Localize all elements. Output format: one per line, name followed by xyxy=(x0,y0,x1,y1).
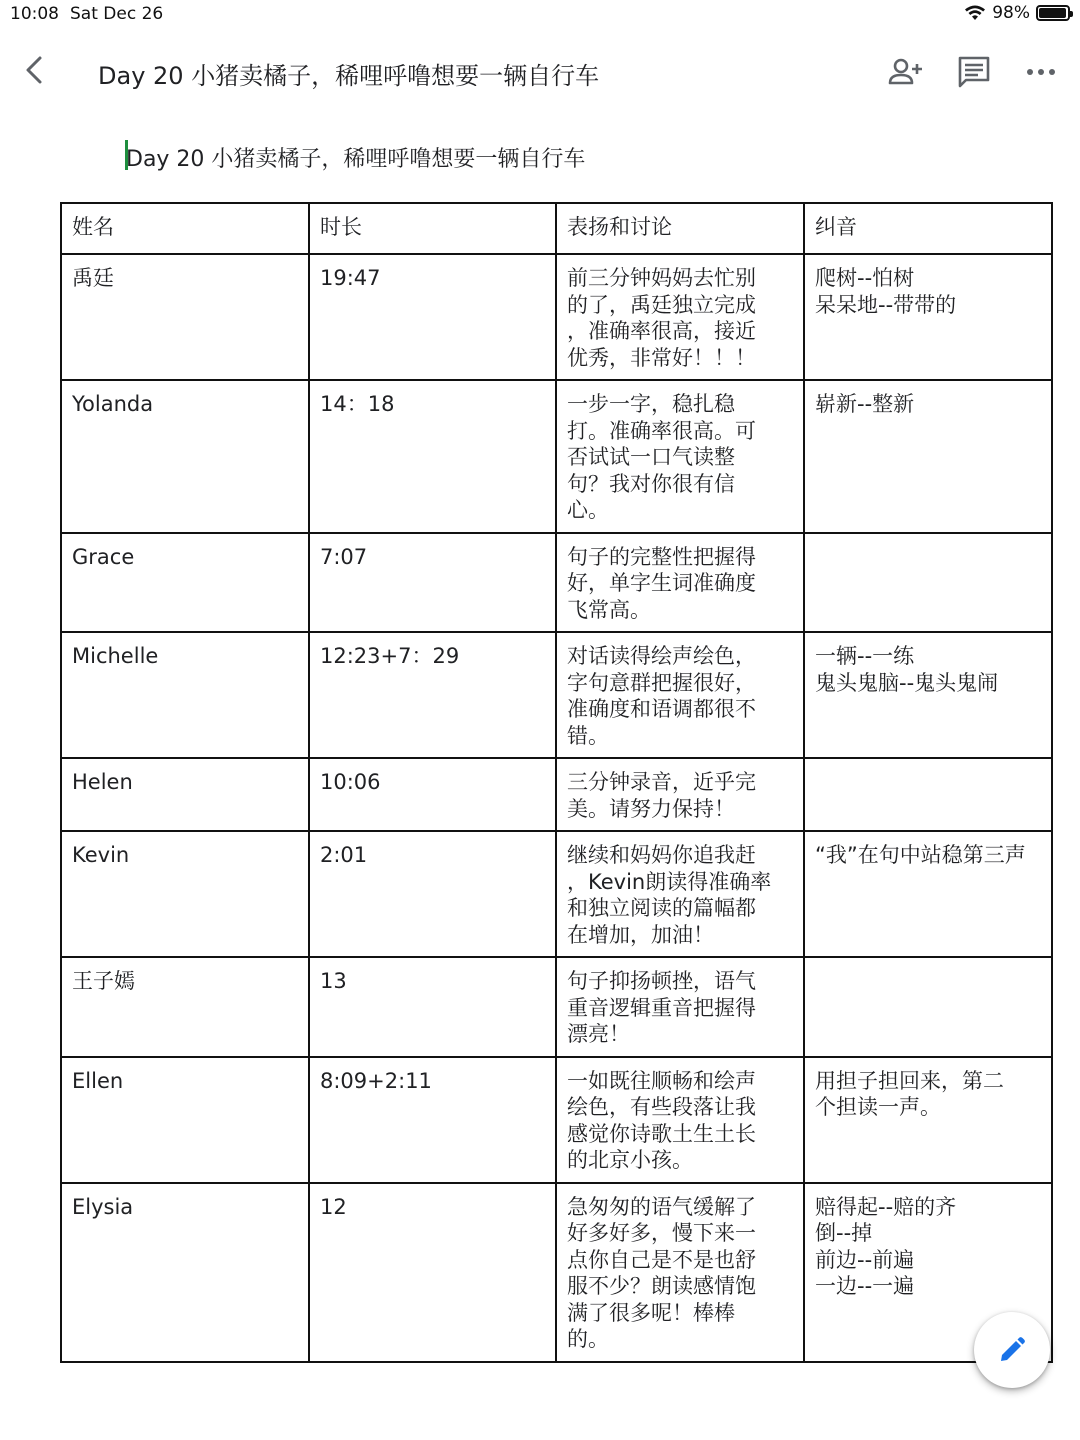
cell-praise[interactable]: 句子抑扬顿挫，语气 重音逻辑重音把握得 漂亮！ xyxy=(556,957,804,1057)
edit-pencil-icon xyxy=(997,1335,1027,1365)
cell-duration[interactable]: 12:23+7：29 xyxy=(309,632,556,758)
status-time: 10:08 xyxy=(10,4,59,24)
back-icon xyxy=(18,52,54,88)
table-row xyxy=(61,957,1052,1057)
app-bar xyxy=(0,38,1080,102)
cell-duration[interactable]: 14：18 xyxy=(309,380,556,533)
table-row xyxy=(61,254,1052,380)
cell-praise[interactable]: 一如既往顺畅和绘声 绘色，有些段落让我 感觉你诗歌土生土长 的北京小孩。 xyxy=(556,1057,804,1183)
cell-praise[interactable]: 急匆匆的语气缓解了 好多好多，慢下来一 点你自己是不是也舒 服不少？朗读感情饱 满了很多呢！棒棒 的。 xyxy=(556,1183,804,1362)
cell-name[interactable]: Ellen xyxy=(61,1057,309,1183)
status-date: Sat Dec 26 xyxy=(70,4,164,24)
cell-duration[interactable]: 8:09+2:11 xyxy=(309,1057,556,1183)
cell-name[interactable]: Elysia xyxy=(61,1183,309,1362)
status-indicators xyxy=(964,3,1070,23)
cell-duration[interactable]: 10:06 xyxy=(309,758,556,831)
header-pronunciation[interactable]: 纠音 xyxy=(804,203,1052,254)
cell-pronunciation[interactable]: “我”在句中站稳第三声 xyxy=(804,831,1052,957)
cell-name[interactable]: Grace xyxy=(61,533,309,633)
cell-name[interactable]: Michelle xyxy=(61,632,309,758)
table-row xyxy=(61,831,1052,957)
cell-duration[interactable]: 7:07 xyxy=(309,533,556,633)
cell-praise[interactable]: 前三分钟妈妈去忙别 的了，禹廷独立完成 ，准确率很高，接近 优秀，非常好！！！ xyxy=(556,254,804,380)
table-row xyxy=(61,1057,1052,1183)
cell-pronunciation[interactable]: 爬树--怕树 呆呆地--带带的 xyxy=(804,254,1052,380)
table-header-row xyxy=(61,203,1052,254)
cell-pronunciation[interactable] xyxy=(804,957,1052,1057)
cell-duration[interactable]: 19:47 xyxy=(309,254,556,380)
comments-button[interactable] xyxy=(954,52,994,92)
cell-name[interactable]: Kevin xyxy=(61,831,309,957)
more-options-button[interactable] xyxy=(1021,52,1061,92)
cell-pronunciation[interactable] xyxy=(804,758,1052,831)
table-row xyxy=(61,632,1052,758)
back-button[interactable] xyxy=(18,52,54,88)
cell-pronunciation[interactable]: 崭新--整新 xyxy=(804,380,1052,533)
table-row xyxy=(61,1183,1052,1362)
cell-pronunciation[interactable]: 一辆--一练 鬼头鬼脑--鬼头鬼闹 xyxy=(804,632,1052,758)
more-icon xyxy=(1021,52,1061,92)
cell-praise[interactable]: 对话读得绘声绘色， 字句意群把握很好， 准确度和语调都很不 错。 xyxy=(556,632,804,758)
battery-icon xyxy=(1036,5,1070,21)
edit-button[interactable] xyxy=(974,1312,1050,1388)
cell-praise[interactable]: 三分钟录音，近乎完 美。请努力保持！ xyxy=(556,758,804,831)
document-heading[interactable]: Day 20 小猪卖橘子，稀哩呼噜想要一辆自行车 xyxy=(126,147,586,172)
cell-praise[interactable]: 句子的完整性把握得 好，单字生词准确度 飞常高。 xyxy=(556,533,804,633)
status-bar xyxy=(0,0,1080,30)
cell-praise[interactable]: 一步一字，稳扎稳 打。准确率很高。可 否试试一口气读整 句？我对你很有信 心。 xyxy=(556,380,804,533)
feedback-table[interactable] xyxy=(60,202,1053,1363)
cell-pronunciation[interactable]: 用担子担回来，第二 个担读一声。 xyxy=(804,1057,1052,1183)
document-title: Day 20 小猪卖橘子，稀哩呼噜想要一辆自行车 xyxy=(98,62,600,90)
header-praise[interactable]: 表扬和讨论 xyxy=(556,203,804,254)
table-row xyxy=(61,533,1052,633)
wifi-icon xyxy=(964,4,986,22)
table-row xyxy=(61,380,1052,533)
header-duration[interactable]: 时长 xyxy=(309,203,556,254)
cell-pronunciation[interactable] xyxy=(804,533,1052,633)
cell-name[interactable]: Helen xyxy=(61,758,309,831)
cell-duration[interactable]: 13 xyxy=(309,957,556,1057)
header-name[interactable]: 姓名 xyxy=(61,203,309,254)
table-row xyxy=(61,758,1052,831)
document-body[interactable] xyxy=(0,110,1080,1440)
cell-name[interactable]: Yolanda xyxy=(61,380,309,533)
cell-name[interactable]: 禹廷 xyxy=(61,254,309,380)
battery-level xyxy=(1039,8,1066,18)
cell-praise[interactable]: 继续和妈妈你追我赶 ，Kevin朗读得准确率 和独立阅读的篇幅都 在增加，加油！ xyxy=(556,831,804,957)
comment-icon xyxy=(954,52,994,92)
share-button[interactable] xyxy=(886,52,926,92)
table-body xyxy=(61,254,1052,1362)
add-person-icon xyxy=(886,52,926,92)
cell-duration[interactable]: 2:01 xyxy=(309,831,556,957)
battery-percentage: 98% xyxy=(992,3,1030,23)
cell-name[interactable]: 王子嫣 xyxy=(61,957,309,1057)
cell-duration[interactable]: 12 xyxy=(309,1183,556,1362)
cell-pronunciation[interactable]: 赔得起--赔的齐 倒--掉 前边--前遍 一边--一遍 xyxy=(804,1183,1052,1362)
